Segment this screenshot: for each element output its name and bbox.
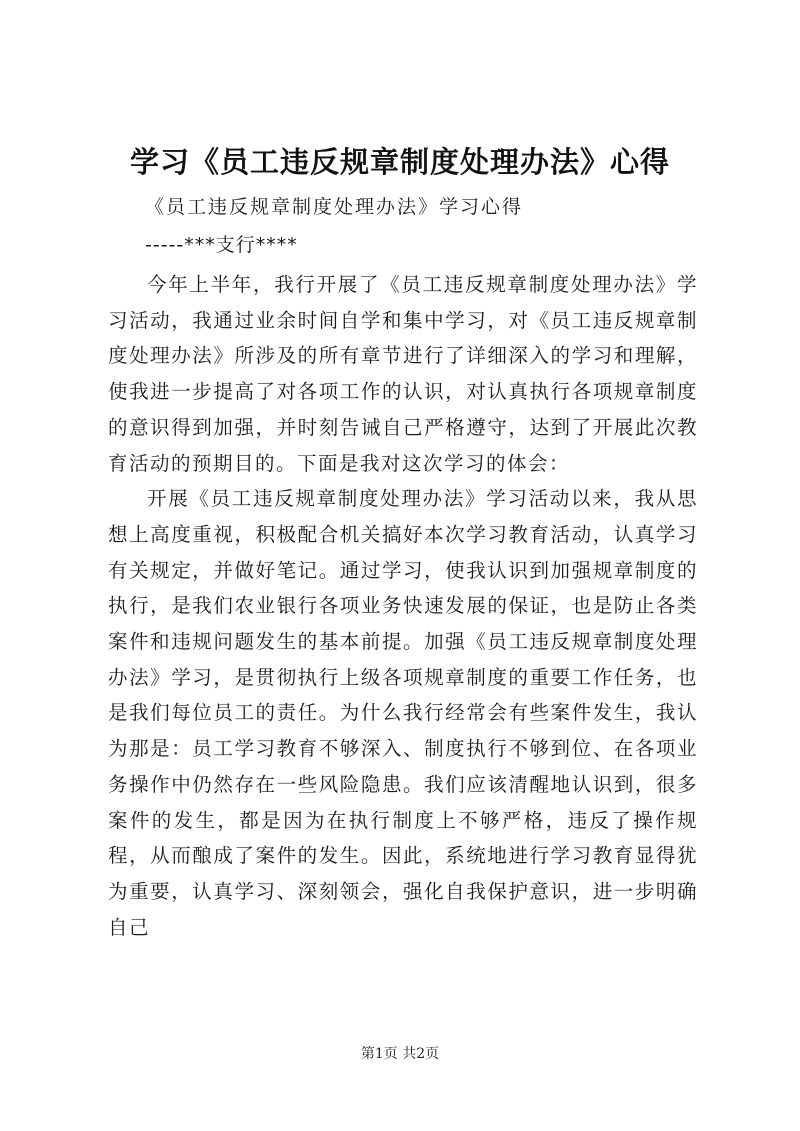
document-title: 学习《员工违反规章制度处理办法》心得: [129, 145, 670, 179]
branch-line: -----***支行****: [145, 234, 298, 256]
page-footer: 第1页 共2页: [360, 1046, 440, 1062]
body-paragraph-1: 今年上半年，我行开展了《员工违反规章制度处理办法》学习活动，我通过业余时间自学和集中学习，对《员工违反规章制度处理办法》所涉及的所有章节进行了详细深入的学习和理解，使我进一步提高了对各项工作的认识，对认真执行各项规章制度的意识得到加强，并时刻告诫自己严格遵守，达到了开展此次教育活动的预期目的。下面是我对这次学习的体会：: [108, 273, 698, 475]
body-paragraph-2: 开展《员工违反规章制度处理办法》学习活动以来，我从思想上高度重视，积极配合机关搞好本次学习教育活动，认真学习有关规定，并做好笔记。通过学习，使我认识到加强规章制度的执行，是我们农业银行各项业务快速发展的保证，也是防止各类案件和违规问题发生的基本前提。加强《员工违反规章制度处理办法》学习，是贯彻执行上级各项规章制度的重要工作任务，也是我们每位员工的责任。为什么我行经常会有些案件发生，我认为那是：员工学习教育不够深入、制度执行不够到位、在各项业务操作中仍然存在一些风险隐患。我们应该清醒地认识到，很多案件的发生，都是因为在执行制度上不够严格，违反了操作规程，从而酿成了案件的发生。因此，系统地进行学习教育显得犹为重要，认真学习、深刻领会，强化自我保护意识，进一步明确自己: [108, 487, 698, 939]
document-subtitle: 《员工违反规章制度处理办法》学习心得: [145, 196, 524, 218]
document-body: [108, 267, 698, 945]
